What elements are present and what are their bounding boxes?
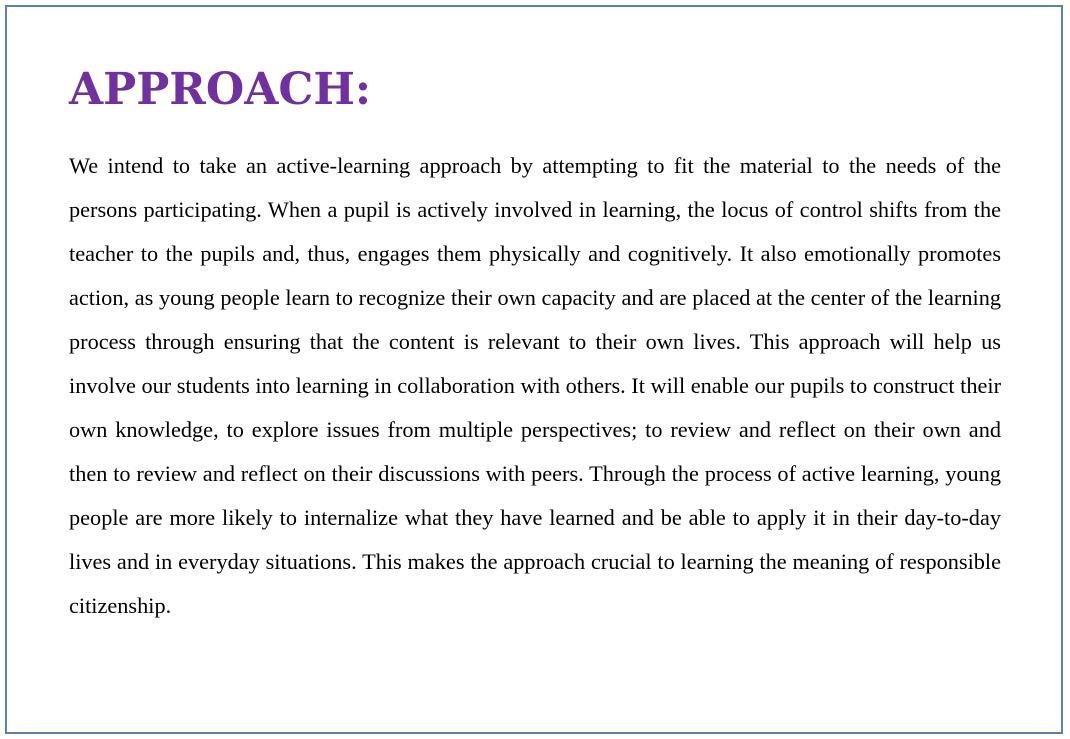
body-paragraph: We intend to take an active-learning approach by attempting to fit the material to the needs of the persons participating. When a pupil is actively involved in learning, the locus of control shifts from the teacher to the pupils and, thus, engages them physically and cognitively. It also emotionally promotes action, as young people learn to recognize their own capacity and are placed at the center of the learning process through ensuring that the content is relevant to their own lives. This approach will help us involve our students into learning in collaboration with others. It will enable our pupils to construct their own knowledge, to explore issues from multiple perspectives; to review and reflect on their own and then to review and reflect on their discussions with peers. Through the process of active learning, young people are more likely to internalize what they have learned and be able to apply it in their day-to-day lives and in everyday situations. This makes the approach crucial to learning the meaning of responsible citizenship. [69,153,1001,618]
section-heading: APPROACH: [69,64,372,115]
document-frame [5,5,1063,734]
